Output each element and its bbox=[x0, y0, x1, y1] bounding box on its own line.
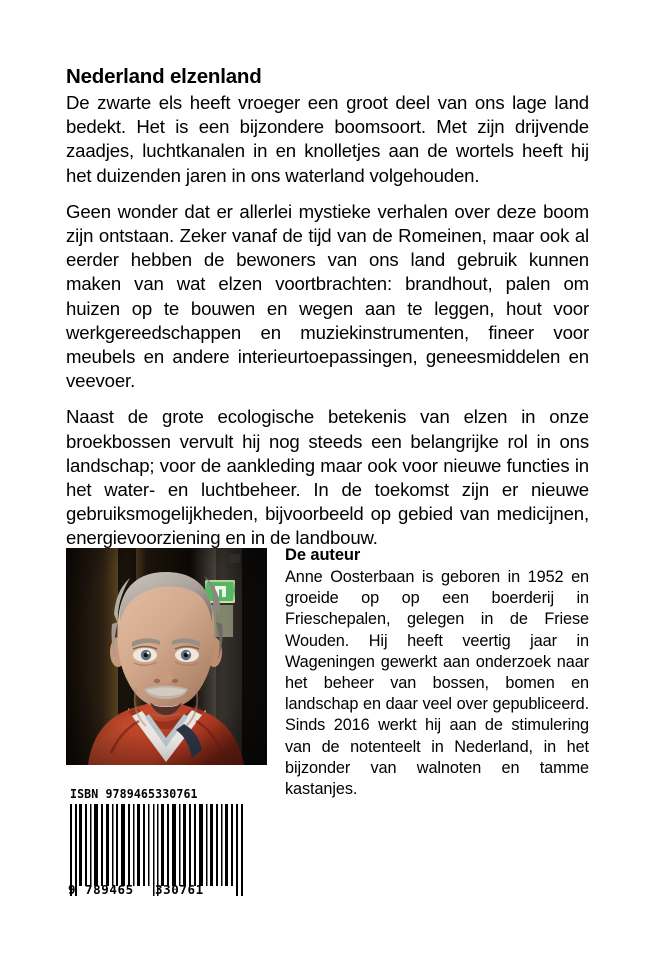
barcode-digits-right: 330761 bbox=[155, 882, 204, 897]
blurb-paragraph-1: De zwarte els heeft vroeger een groot deel van ons lage land bedekt. Het is een bijzondere boomsoort. Met zijn drijvende zaadjes, luchtkanalen in en knolletjes aan de wortels heeft hij het duizenden jaren in ons waterland volgehouden. bbox=[66, 92, 589, 186]
barcode-digit-lead: 9 bbox=[68, 882, 77, 897]
blurb-paragraph-2: Geen wonder dat er allerlei mystieke verhalen over deze boom zijn ontstaan. Zeker vanaf de tijd van de Romeinen, maar ook al eerder hebben de bewoners van ons land gebruik kunnen maken van wat elzen voortbrachten: brandhout, palen om huizen op te bouwen en wegen aan te leggen, hout voor werkgereedschappen en muziekinstrumenten, fineer voor meubels en andere interieurtoepassingen, geneesmiddelen en veevoer. bbox=[66, 200, 589, 392]
author-text-column bbox=[285, 545, 589, 800]
isbn-caption: ISBN 9789465330761 bbox=[70, 786, 198, 801]
author-portrait-image bbox=[66, 548, 267, 765]
author-photo bbox=[66, 548, 267, 765]
author-heading: De auteur bbox=[285, 546, 361, 564]
barcode-digits-left: 789465 bbox=[85, 882, 134, 897]
blurb-section bbox=[66, 64, 589, 551]
author-bio: Anne Oosterbaan is geboren in 1952 en groeide op op een boerderij in Frieschepalen, gelegen in de Friese Wouden. Hij heeft veertig jaar in Wageningen gewerkt aan onderzoek naar het beheer van bossen, bomen en landschap en daar veel over gepubliceerd. Sinds 2016 werkt hij aan de stimulering van de notenteelt in Nederland, in het bijzonder van walnoten en tamme kastanjes. bbox=[285, 568, 589, 799]
blurb-paragraph-3: Naast de grote ecologische betekenis van elzen in onze broekbossen vervult hij nog steeds een belangrijke rol in ons landschap; voor de aankleding maar ook voor nieuwe functies in het water- en luchtbeheer. In de toekomst zijn er nieuwe gebruiksmogelijkheden, bijvoorbeeld op gebied van medicijnen, energievoorziening en in de landbouw. bbox=[66, 406, 589, 549]
page-title: Nederland elzenland bbox=[66, 65, 262, 88]
isbn-barcode bbox=[60, 786, 260, 901]
